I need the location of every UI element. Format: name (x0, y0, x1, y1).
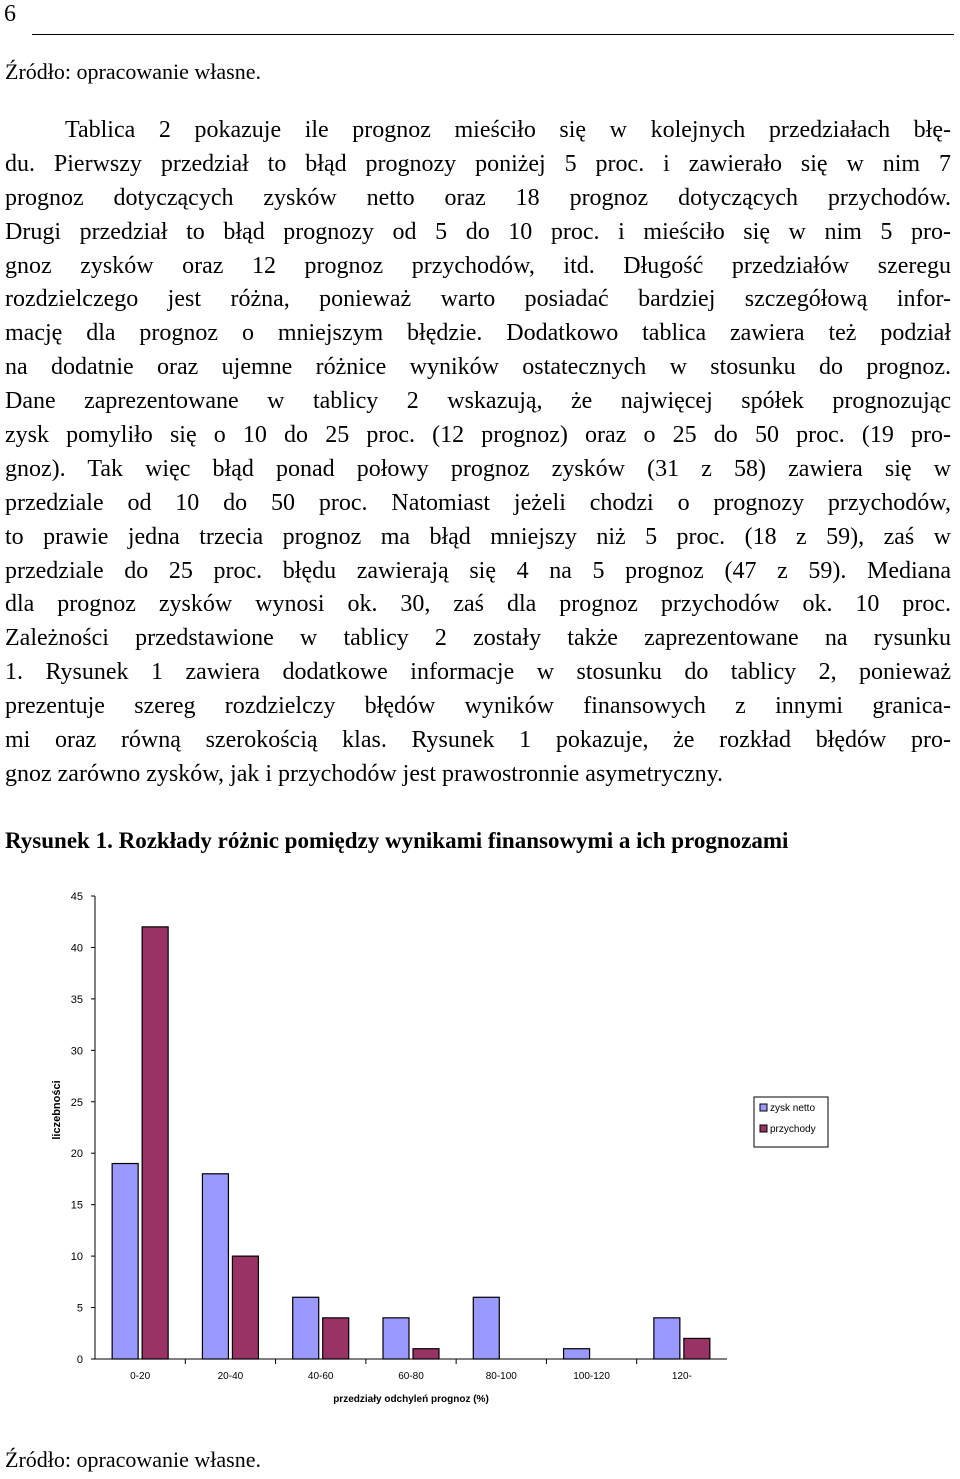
text-line: na dodatnie oraz ujemne różnice wyników ostatecznych w stosunku do prognoz. (5, 354, 951, 381)
x-axis-label: przedziały odchyleń prognoz (%) (333, 1394, 489, 1405)
text-line: mację dla prognoz o mniejszym błędzie. Dodatkowo tablica zawiera też podział (5, 320, 951, 347)
text-line: gnoz zysków oraz 12 prognoz przychodów, itd. Długość przedziałów szeregu (5, 252, 951, 279)
y-axis-label: liczebności (51, 1080, 63, 1140)
source-note-bottom: Źródło: opracowanie własne. (5, 1447, 261, 1472)
page-number: 6 (4, 1, 16, 27)
text-line: przedziale od 10 do 50 proc. Natomiast jeżeli chodzi o prognozy przychodów, (5, 489, 951, 516)
text-line: przedziale do 25 proc. błędu zawierają się 4 na 5 prognoz (47 z 59). Mediana (5, 557, 951, 584)
bar-chart (0, 880, 960, 1420)
bar-zysk-netto (564, 1349, 590, 1359)
legend-label: zysk netto (770, 1103, 816, 1114)
text-line: Drugi przedział to błąd prognozy od 5 do 10 proc. i mieściło się w nim 5 pro- (5, 218, 951, 245)
bar-zysk-netto (383, 1318, 409, 1359)
y-tick-label: 25 (70, 1096, 83, 1109)
source-note-top: Źródło: opracowanie własne. (5, 59, 261, 84)
y-axis-ticks (71, 891, 95, 1366)
y-tick-label: 45 (70, 891, 83, 903)
x-tick-label: 40-60 (307, 1371, 334, 1382)
text-line: Zależności przedstawione w tablicy 2 zostały także zaprezentowane na rysunku (5, 625, 951, 652)
legend-label: przychody (770, 1124, 816, 1135)
bar-przychody (142, 927, 168, 1359)
bar-przychody (232, 1256, 258, 1359)
text-line: prezentuje szereg rozdzielczy błędów wyników finansowych z innymi granica- (5, 693, 951, 720)
text-line: mi oraz równą szerokością klas. Rysunek 1 pokazuje, że rozkład błędów pro- (5, 727, 951, 754)
x-tick-label: 120- (671, 1371, 692, 1382)
x-tick-label: 100-120 (573, 1371, 610, 1382)
bar-zysk-netto (112, 1164, 138, 1359)
text-line: 1. Rysunek 1 zawiera dodatkowe informacje w stosunku do tablicy 2, ponieważ (5, 659, 951, 686)
text-line: prognoz dotyczących zysków netto oraz 18 prognoz dotyczących przychodów. (5, 184, 951, 211)
y-tick-label: 15 (70, 1199, 83, 1212)
y-tick-label: 10 (70, 1251, 83, 1264)
y-tick-label: 30 (70, 1045, 83, 1058)
bar-zysk-netto (473, 1297, 499, 1359)
text-line: zysk pomyliło się o 10 do 25 proc. (12 prognoz) oraz o 25 do 50 proc. (19 pro- (5, 422, 951, 449)
text-line: rozdzielczego jest różna, ponieważ warto posiadać bardziej szczegółową infor- (5, 286, 951, 313)
text-line: du. Pierwszy przedział to błąd prognozy poniżej 5 proc. i zawierało się w nim 7 (5, 150, 951, 177)
x-tick-label: 0-20 (130, 1371, 151, 1382)
bar-zysk-netto (202, 1174, 228, 1359)
text-line: Tablica 2 pokazuje ile prognoz mieściło się w kolejnych przedziałach błę- (65, 117, 951, 143)
y-tick-label: 20 (70, 1148, 83, 1161)
chart-legend (754, 1097, 828, 1147)
legend-swatch (760, 1104, 767, 1111)
y-tick-label: 35 (70, 993, 83, 1006)
x-tick-label: 80-100 (485, 1371, 517, 1382)
text-line: to prawie jedna trzecia prognoz ma błąd mniejszy niż 5 proc. (18 z 59), zaś w (5, 523, 951, 550)
legend-swatch (760, 1125, 767, 1132)
bar-group (112, 927, 710, 1359)
bar-zysk-netto (293, 1297, 319, 1359)
text-line: dla prognoz zysków wynosi ok. 30, zaś dla prognoz przychodów ok. 10 proc. (5, 591, 951, 618)
x-tick-label: 20-40 (217, 1371, 244, 1382)
x-tick-label: 60-80 (398, 1371, 424, 1382)
text-line: Dane zaprezentowane w tablicy 2 wskazują, że najwięcej spółek prognozując (5, 388, 951, 415)
y-tick-label: 0 (76, 1354, 83, 1366)
bar-przychody (413, 1349, 439, 1359)
y-tick-label: 40 (70, 942, 83, 955)
header-rule (32, 34, 954, 35)
x-axis-ticks (130, 1359, 692, 1382)
bar-przychody (323, 1318, 349, 1359)
text-line: gnoz zarówno zysków, jak i przychodów jest prawostronnie asymetryczny. (5, 760, 724, 787)
body-paragraph (5, 114, 951, 792)
bar-zysk-netto (654, 1318, 680, 1359)
y-tick-label: 5 (76, 1302, 83, 1315)
bar-przychody (684, 1338, 710, 1359)
figure-caption: Rysunek 1. Rozkłady różnic pomiędzy wynikami finansowymi a ich prognozami (5, 828, 789, 853)
text-line: gnoz). Tak więc błąd ponad połowy prognoz zysków (31 z 58) zawiera się w (5, 455, 951, 482)
